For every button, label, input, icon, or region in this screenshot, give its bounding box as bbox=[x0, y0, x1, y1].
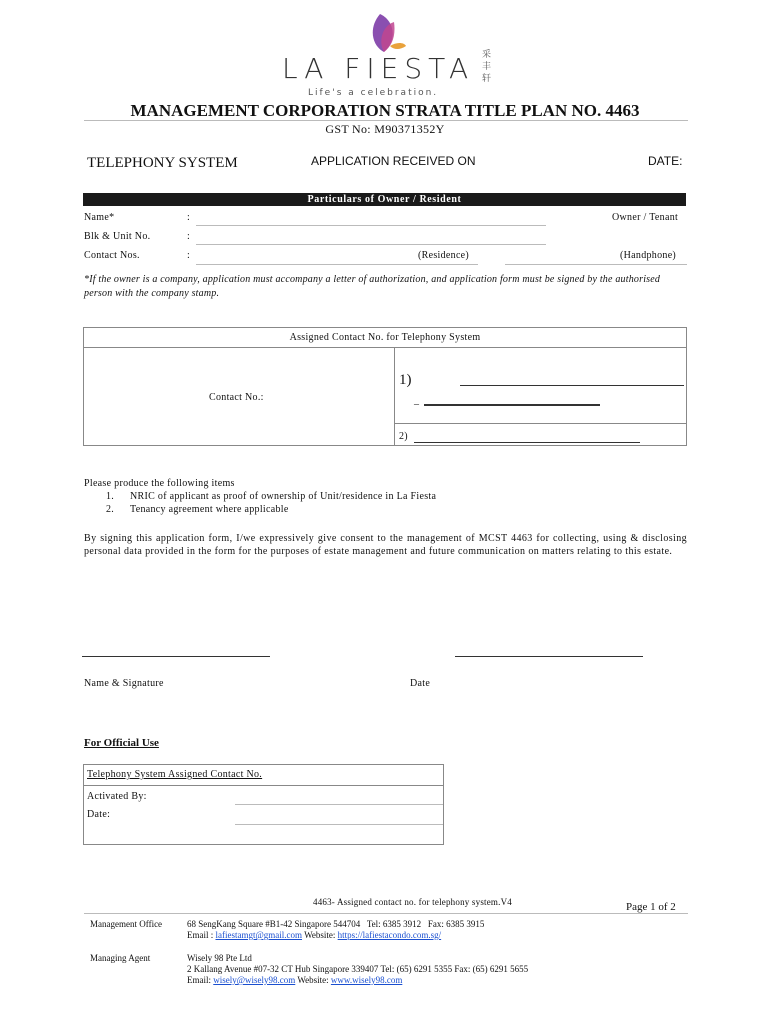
application-received: APPLICATION RECEIVED ON bbox=[311, 154, 476, 168]
assigned-row-divider bbox=[394, 423, 686, 424]
produce-intro: Please produce the following items bbox=[84, 478, 235, 489]
contact-1-label: 1) bbox=[399, 372, 412, 388]
official-divider bbox=[84, 785, 443, 786]
management-office-label: Management Office bbox=[90, 919, 163, 929]
email-label: Email : bbox=[187, 930, 214, 940]
management-contact bbox=[187, 930, 441, 940]
contact-nos-label: Contact Nos. bbox=[84, 250, 140, 261]
agent-company: Wisely 98 Pte Ltd bbox=[187, 953, 252, 963]
gst-number: GST No: M90371352Y bbox=[325, 122, 445, 136]
handphone-label: (Handphone) bbox=[620, 250, 677, 261]
brand-name: LA FIESTA bbox=[282, 52, 475, 85]
management-address: 68 SengKang Square #B1-42 Singapore 544704 Tel: 6385 3912 Fax: 6385 3915 bbox=[187, 919, 485, 929]
title-divider bbox=[84, 120, 688, 121]
produce-item-2-num: 2. bbox=[106, 504, 115, 515]
official-date-field[interactable] bbox=[235, 824, 443, 825]
date-label: DATE: bbox=[648, 154, 683, 168]
blk-colon: : bbox=[187, 231, 191, 242]
name-signature-label: Name & Signature bbox=[84, 678, 164, 689]
name-field[interactable] bbox=[196, 225, 546, 226]
name-colon: : bbox=[187, 212, 191, 223]
signature-field[interactable] bbox=[82, 656, 270, 657]
contact-1-field-extra[interactable] bbox=[424, 404, 600, 406]
contact-colon: : bbox=[187, 250, 191, 261]
flower-logo-icon bbox=[360, 12, 410, 56]
official-row1: Telephony System Assigned Contact No. bbox=[87, 769, 263, 780]
assigned-header: Assigned Contact No. for Telephony System bbox=[289, 332, 481, 343]
page-number: Page 1 of 2 bbox=[626, 901, 676, 913]
handphone-field[interactable] bbox=[505, 264, 687, 265]
contact-1-prefix: _ bbox=[414, 395, 420, 406]
assigned-col-divider bbox=[394, 347, 395, 445]
agent-email-label: Email: bbox=[187, 975, 211, 985]
managing-agent-label: Managing Agent bbox=[90, 953, 151, 963]
residence-label: (Residence) bbox=[418, 250, 470, 261]
official-use-heading: For Official Use bbox=[84, 737, 159, 749]
contact-1-field[interactable] bbox=[460, 385, 684, 386]
brand-chinese: 采 丰 轩 bbox=[482, 49, 492, 83]
name-label: Name* bbox=[84, 212, 115, 223]
official-use-box bbox=[83, 764, 444, 845]
activated-by-label: Activated By: bbox=[87, 791, 147, 802]
contact-2-field[interactable] bbox=[414, 442, 640, 443]
footer-divider bbox=[84, 913, 688, 914]
contact-2-label: 2) bbox=[399, 431, 408, 442]
agent-address: 2 Kallang Avenue #07-32 CT Hub Singapore 339407 Tel: (65) 6291 5355 Fax: (65) 6291 5655 bbox=[187, 964, 529, 974]
blk-unit-label: Blk & Unit No. bbox=[84, 231, 151, 242]
particulars-heading: Particulars of Owner / Resident bbox=[307, 194, 462, 205]
management-website-link[interactable]: https://lafiestacondo.com.sg/ bbox=[337, 930, 442, 940]
agent-website-link[interactable]: www.wisely98.com bbox=[330, 975, 403, 985]
residence-field[interactable] bbox=[196, 264, 478, 265]
owner-company-note: *If the owner is a company, application must accompany a letter of authorization, and application form must be signed by the authorised person with the company stamp. bbox=[84, 274, 661, 299]
blk-unit-field[interactable] bbox=[196, 244, 546, 245]
particulars-bar bbox=[83, 193, 686, 206]
website-label: Website: bbox=[304, 930, 336, 940]
assigned-contact-box bbox=[83, 327, 687, 446]
agent-website-label: Website: bbox=[297, 975, 329, 985]
consent-statement: By signing this application form, I/we expressively give consent to the management of MCST 4463 for collecting, using & disclosing personal data provided in the form for the purposes of estate management and future communication on matters relating to this estate. bbox=[84, 533, 687, 557]
assigned-header-divider bbox=[84, 347, 686, 348]
produce-item-1-text: NRIC of applicant as proof of ownership of Unit/residence in La Fiesta bbox=[130, 491, 437, 502]
activated-by-field[interactable] bbox=[235, 804, 443, 805]
owner-tenant-label: Owner / Tenant bbox=[612, 212, 679, 223]
produce-item-1-num: 1. bbox=[106, 491, 115, 502]
form-name: TELEPHONY SYSTEM bbox=[87, 155, 238, 171]
date-field[interactable] bbox=[455, 656, 643, 657]
produce-item-2-text: Tenancy agreement where applicable bbox=[130, 504, 289, 515]
official-date-label: Date: bbox=[87, 809, 111, 820]
page-title: MANAGEMENT CORPORATION STRATA TITLE PLAN NO. 4463 bbox=[130, 101, 640, 120]
contact-no-label: Contact No.: bbox=[209, 392, 264, 403]
agent-contact bbox=[187, 975, 402, 985]
document-reference: 4463- Assigned contact no. for telephony system.V4 bbox=[313, 897, 512, 907]
logo bbox=[280, 12, 500, 96]
signature-date-label: Date bbox=[410, 678, 431, 689]
management-email-link[interactable]: lafiestamgt@gmail.com bbox=[215, 930, 303, 940]
brand-tagline: Life's a celebration. bbox=[308, 88, 439, 98]
agent-email-link[interactable]: wisely@wisely98.com bbox=[213, 975, 296, 985]
